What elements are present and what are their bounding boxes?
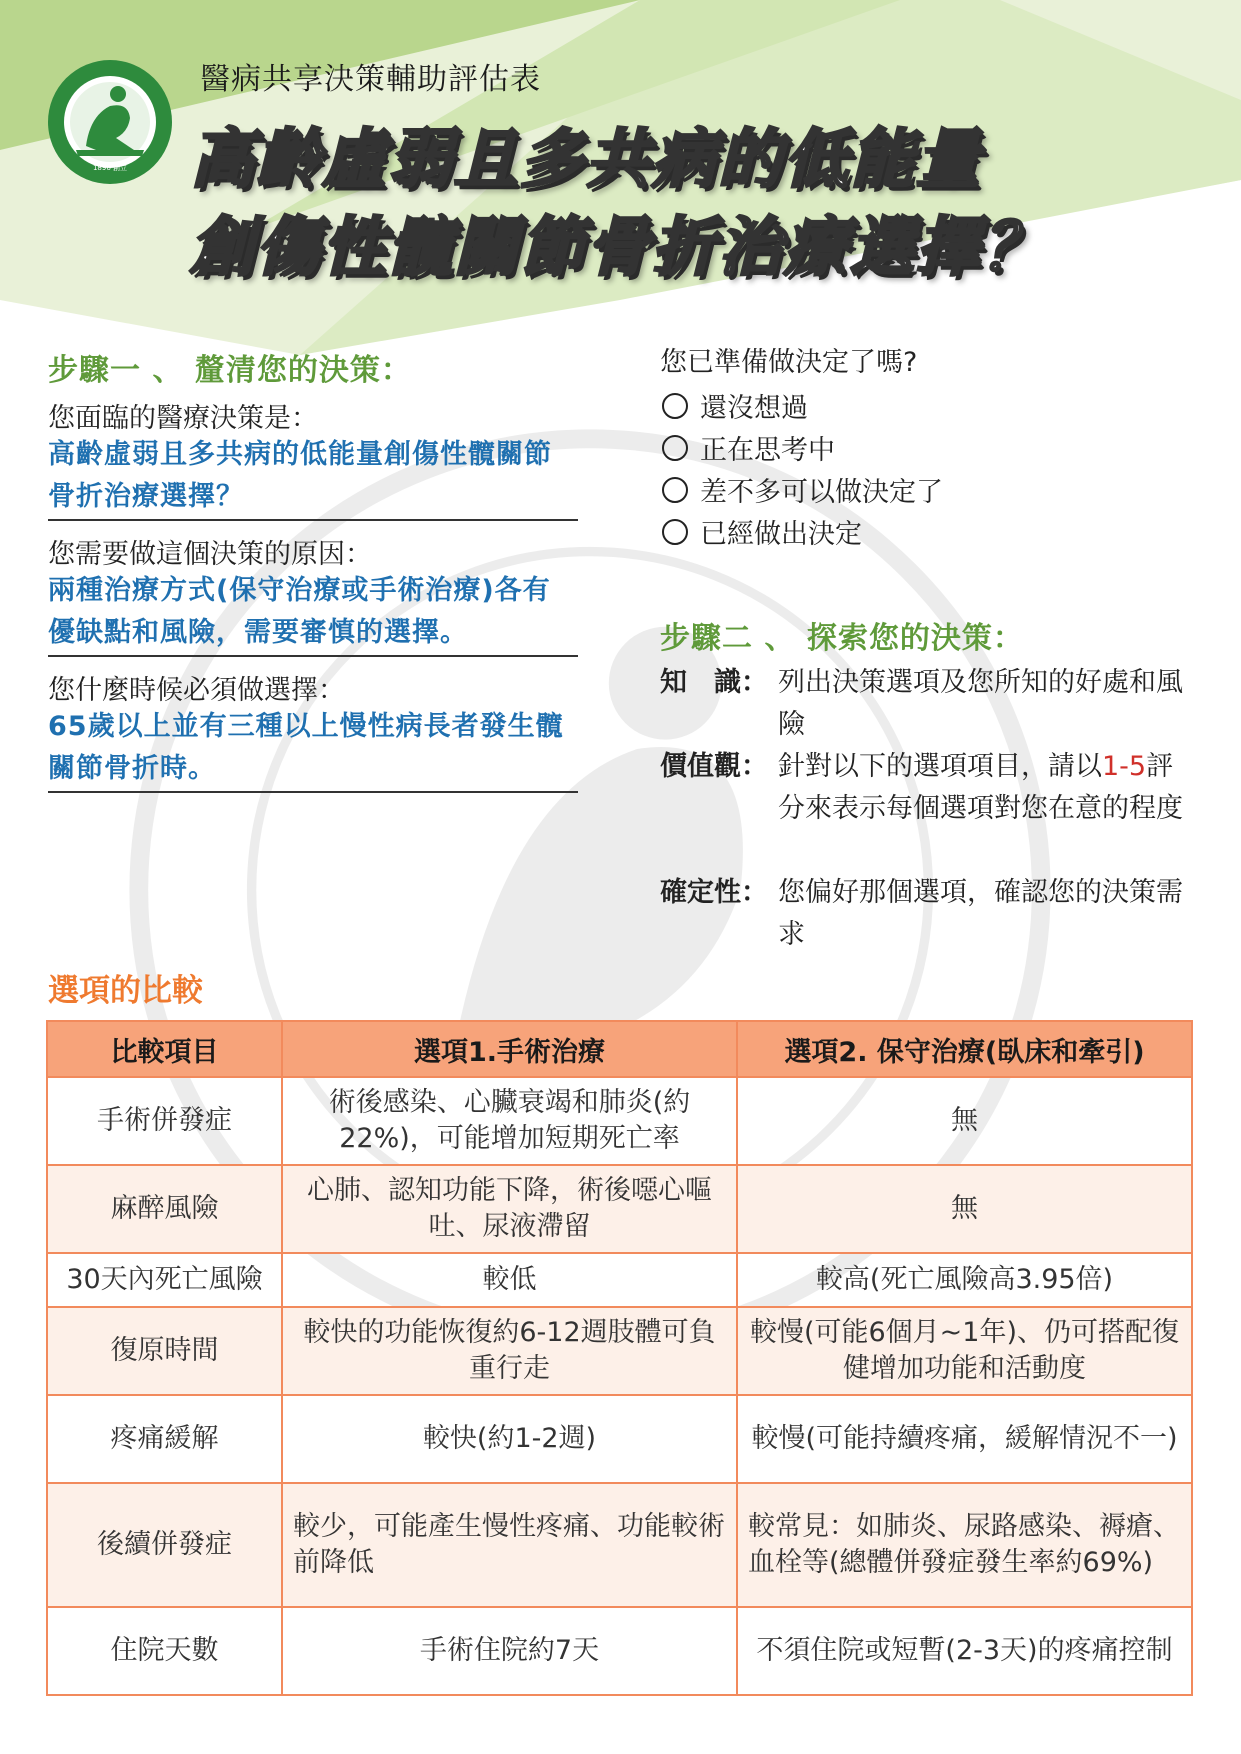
readiness-option-label: 已經做出決定 <box>700 519 862 550</box>
table-cell: 不須住院或短暫(2-3天)的疼痛控制 <box>737 1607 1192 1695</box>
table-cell: 較慢(可能持續疼痛，緩解情況不一) <box>737 1395 1192 1483</box>
readiness-option[interactable] <box>662 386 808 425</box>
table-cell: 住院天數 <box>47 1607 282 1695</box>
certainty-text: 您偏好那個選項，確認您的決策需求 <box>778 877 1183 950</box>
decision-text-line-2: 骨折治療選擇？ <box>48 481 244 512</box>
column-header: 選項1.手術治療 <box>282 1021 737 1077</box>
readiness-option-label: 正在思考中 <box>700 435 835 466</box>
readiness-question: 您已準備做決定了嗎? <box>660 347 918 378</box>
table-header-row <box>47 1021 1192 1077</box>
table-row <box>47 1307 1192 1395</box>
readiness-option[interactable] <box>662 512 862 551</box>
table-cell: 復原時間 <box>47 1307 282 1395</box>
foundation-logo <box>46 58 174 186</box>
radio-circle-icon[interactable] <box>662 435 688 461</box>
certainty-row <box>660 872 1200 956</box>
knowledge-key: 知 識： <box>660 667 768 698</box>
table-cell: 較低 <box>282 1253 737 1307</box>
table-cell: 心肺、認知功能下降，術後噁心嘔吐、尿液滯留 <box>282 1165 737 1253</box>
divider <box>48 791 578 793</box>
table-row <box>47 1483 1192 1607</box>
certainty-key: 確定性： <box>660 877 768 908</box>
table-cell: 手術併發症 <box>47 1077 282 1165</box>
reason-text-line-1: 兩種治療方式(保守治療或手術治療)各有 <box>48 575 551 606</box>
when-text-line-2: 關節骨折時。 <box>48 753 216 784</box>
readiness-option-label: 差不多可以做決定了 <box>700 477 943 508</box>
values-key: 價值觀： <box>660 751 768 782</box>
form-subtitle: 醫病共享決策輔助評估表 <box>200 62 541 97</box>
readiness-option-label: 還沒想過 <box>700 393 808 424</box>
decision-text-line-1: 高齡虛弱且多共病的低能量創傷性髖關節 <box>48 439 552 470</box>
comparison-table <box>46 1020 1193 1696</box>
step2-heading: 步驟二 、 探索您的決策： <box>660 621 1024 656</box>
reason-label: 您需要做這個決策的原因： <box>48 539 372 570</box>
table-cell: 較少，可能產生慢性疼痛、功能較術前降低 <box>282 1483 737 1607</box>
reason-text-line-2: 優缺點和風險，需要審慎的選擇。 <box>48 617 468 648</box>
table-row <box>47 1607 1192 1695</box>
table-cell: 手術住院約7天 <box>282 1607 737 1695</box>
step1-heading: 步驟一 、 釐清您的決策： <box>48 353 412 388</box>
when-label: 您什麼時候必須做選擇： <box>48 675 345 706</box>
table-cell: 較慢(可能6個月~1年)、仍可搭配復健增加功能和活動度 <box>737 1307 1192 1395</box>
table-cell: 麻醉風險 <box>47 1165 282 1253</box>
knowledge-row <box>660 662 1200 746</box>
table-cell: 較高(死亡風險高3.95倍) <box>737 1253 1192 1307</box>
table-cell: 較快的功能恢復約6-12週肢體可負重行走 <box>282 1307 737 1395</box>
values-text: 針對以下的選項項目，請以1-5評分來表示每個選項對您在意的程度 <box>778 751 1183 824</box>
readiness-option[interactable] <box>662 470 943 509</box>
page-title-line-1: 高齡虛弱且多共病的低能量 <box>190 123 982 197</box>
table-row <box>47 1395 1192 1483</box>
knowledge-text: 列出決策選項及您所知的好處和風險 <box>778 667 1183 740</box>
page-title-line-2: 創傷性髖關節骨折治療選擇？ <box>190 211 1048 285</box>
radio-circle-icon[interactable] <box>662 519 688 545</box>
table-cell: 較常見：如肺炎、尿路感染、褥瘡、血栓等(總體併發症發生率約69%) <box>737 1483 1192 1607</box>
divider <box>48 655 578 657</box>
rating-range: 1-5 <box>1102 751 1147 782</box>
values-row <box>660 746 1200 830</box>
svg-text:1896 創立: 1896 創立 <box>92 164 128 172</box>
table-cell: 無 <box>737 1077 1192 1165</box>
decision-label: 您面臨的醫療決策是： <box>48 403 318 434</box>
table-cell: 術後感染、心臟衰竭和肺炎(約22%)，可能增加短期死亡率 <box>282 1077 737 1165</box>
table-cell: 30天內死亡風險 <box>47 1253 282 1307</box>
table-cell: 無 <box>737 1165 1192 1253</box>
comparison-title: 選項的比較 <box>48 973 203 1009</box>
readiness-option[interactable] <box>662 428 835 467</box>
when-text-line-1: 65歲以上並有三種以上慢性病長者發生髖 <box>48 711 564 742</box>
table-row <box>47 1077 1192 1165</box>
table-cell: 較快(約1-2週) <box>282 1395 737 1483</box>
divider <box>48 519 578 521</box>
column-header: 比較項目 <box>47 1021 282 1077</box>
radio-circle-icon[interactable] <box>662 393 688 419</box>
table-cell: 疼痛緩解 <box>47 1395 282 1483</box>
table-cell: 後續併發症 <box>47 1483 282 1607</box>
column-header: 選項2. 保守治療(臥床和牽引) <box>737 1021 1192 1077</box>
table-row <box>47 1165 1192 1253</box>
table-row <box>47 1253 1192 1307</box>
radio-circle-icon[interactable] <box>662 477 688 503</box>
